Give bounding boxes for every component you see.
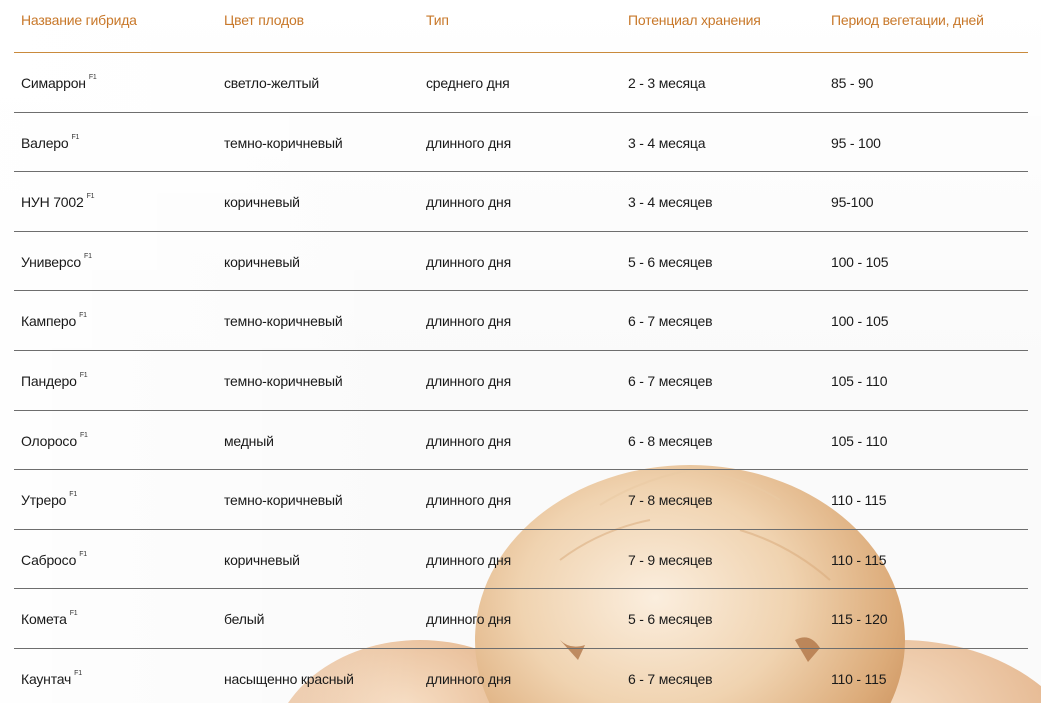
- header-fruit-color: Цвет плодов: [224, 12, 304, 28]
- day-type: длинного дня: [426, 492, 511, 509]
- hybrid-name-text: Камперо: [21, 313, 77, 330]
- day-type: длинного дня: [426, 551, 511, 568]
- hybrid-name-text: Сабросо: [21, 551, 77, 568]
- storage-potential: 2 - 3 месяца: [628, 75, 706, 91]
- hybrid-f1-mark: F1: [79, 550, 87, 558]
- table-row: [14, 530, 1028, 590]
- fruit-color: насыщенно красный: [224, 670, 354, 687]
- table-row: [14, 53, 1028, 113]
- table-header: [14, 0, 1028, 53]
- fruit-color: коричневый: [224, 253, 300, 270]
- hybrid-name-text: НУН 7002: [21, 194, 84, 211]
- hybrid-name: [21, 75, 97, 91]
- hybrid-f1-mark: F1: [71, 133, 80, 141]
- hybrid-name-text: Пандеро: [21, 372, 77, 389]
- hybrid-name-text: Комета: [21, 611, 67, 628]
- header-type: Тип: [426, 12, 449, 28]
- storage-potential: 5 - 6 месяцев: [628, 611, 713, 628]
- fruit-color: коричневый: [224, 551, 300, 568]
- vegetation-period: 110 - 115: [831, 670, 887, 687]
- vegetation-period: 110 - 115: [831, 492, 887, 509]
- vegetation-period: 105 - 110: [831, 432, 888, 449]
- day-type: длинного дня: [426, 253, 511, 270]
- hybrid-name: [21, 373, 88, 389]
- header-storage-potential: Потенциал хранения: [628, 12, 761, 28]
- hybrid-f1-mark: F1: [79, 371, 88, 379]
- fruit-color: темно-коричневый: [224, 313, 343, 330]
- hybrid-f1-mark: F1: [84, 252, 92, 260]
- storage-potential: 3 - 4 месяцев: [628, 194, 713, 211]
- hybrid-name: [21, 671, 82, 687]
- storage-potential: 5 - 6 месяцев: [628, 253, 713, 270]
- fruit-color: темно-коричневый: [224, 372, 343, 389]
- storage-potential: 3 - 4 месяца: [628, 134, 706, 151]
- day-type: длинного дня: [426, 432, 511, 449]
- table-row: [14, 649, 1028, 709]
- hybrid-name: [21, 194, 94, 210]
- hybrid-name-text: Олоросо: [21, 432, 77, 449]
- header-vegetation-period: Период вегетации, дней: [831, 12, 984, 28]
- day-type: длинного дня: [426, 372, 511, 389]
- table-row: [14, 470, 1028, 530]
- hybrid-name: [21, 611, 78, 627]
- day-type: длинного дня: [426, 134, 511, 151]
- table-row: [14, 232, 1028, 292]
- hybrid-name: [21, 254, 92, 270]
- hybrid-name: [21, 313, 87, 329]
- hybrid-name-text: Утреро: [21, 492, 67, 509]
- fruit-color: белый: [224, 611, 265, 628]
- hybrid-f1-mark: F1: [69, 610, 78, 618]
- vegetation-period: 115 - 120: [831, 611, 888, 628]
- hybrid-f1-mark: F1: [88, 74, 97, 81]
- table-row: [14, 172, 1028, 232]
- storage-potential: 6 - 7 месяцев: [628, 670, 713, 687]
- hybrid-f1-mark: F1: [86, 193, 95, 201]
- storage-potential: 6 - 8 месяцев: [628, 432, 713, 449]
- day-type: длинного дня: [426, 194, 511, 211]
- vegetation-period: 105 - 110: [831, 372, 888, 389]
- storage-potential: 6 - 7 месяцев: [628, 372, 713, 389]
- hybrid-f1-mark: F1: [79, 431, 88, 439]
- table-row: [14, 113, 1028, 173]
- vegetation-period: 100 - 105: [831, 313, 889, 330]
- hybrid-name-text: Симаррон: [21, 75, 86, 91]
- storage-potential: 7 - 8 месяцев: [628, 492, 713, 509]
- fruit-color: темно-коричневый: [224, 492, 343, 509]
- vegetation-period: 85 - 90: [831, 75, 874, 91]
- vegetation-period: 100 - 105: [831, 253, 889, 270]
- day-type: среднего дня: [426, 75, 510, 91]
- hybrid-name: [21, 552, 87, 568]
- table-row: [14, 589, 1028, 649]
- hybrids-table: [14, 0, 1028, 709]
- day-type: длинного дня: [426, 670, 511, 687]
- fruit-color: коричневый: [224, 194, 300, 211]
- hybrid-name-text: Валеро: [21, 134, 69, 151]
- hybrid-f1-mark: F1: [79, 312, 87, 320]
- hybrid-name: [21, 433, 88, 449]
- header-hybrid-name: Название гибрида: [21, 12, 137, 28]
- storage-potential: 7 - 9 месяцев: [628, 551, 713, 568]
- fruit-color: медный: [224, 432, 274, 449]
- vegetation-period: 95 - 100: [831, 134, 881, 151]
- hybrid-name: [21, 492, 77, 508]
- fruit-color: темно-коричневый: [224, 134, 343, 151]
- table-row: [14, 291, 1028, 351]
- hybrid-name-text: Каунтач: [21, 670, 72, 687]
- hybrid-name: [21, 135, 79, 151]
- day-type: длинного дня: [426, 313, 511, 330]
- vegetation-period: 95-100: [831, 194, 874, 211]
- table-row: [14, 411, 1028, 471]
- vegetation-period: 110 - 115: [831, 551, 887, 568]
- hybrid-name-text: Универсо: [21, 253, 82, 270]
- storage-potential: 6 - 7 месяцев: [628, 313, 713, 330]
- table-row: [14, 351, 1028, 411]
- day-type: длинного дня: [426, 611, 511, 628]
- fruit-color: светло-желтый: [224, 75, 320, 91]
- hybrid-f1-mark: F1: [74, 669, 82, 677]
- hybrid-f1-mark: F1: [69, 491, 78, 499]
